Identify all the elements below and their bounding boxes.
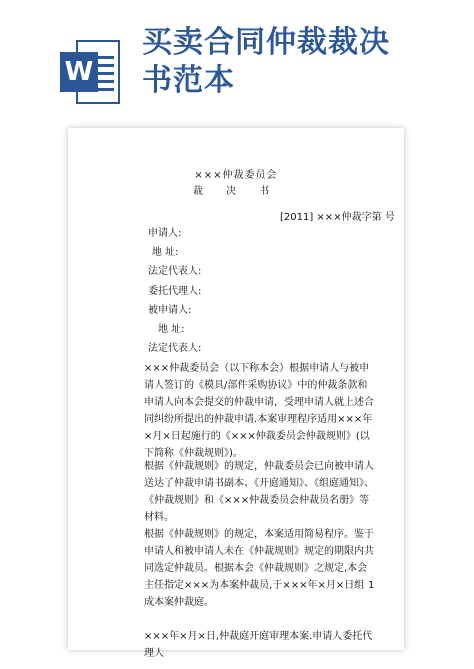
field-respondent-address: 地 址:: [158, 324, 185, 335]
word-document-icon: [60, 40, 120, 104]
title-line-2: 书范本: [142, 63, 235, 98]
page-number: 1: [368, 580, 375, 591]
field-applicant: 申请人:: [148, 228, 182, 239]
document-preview: [68, 128, 404, 659]
field-agent: 委托代理人:: [148, 286, 202, 297]
header: [0, 0, 474, 110]
case-number: [2011] ×××仲裁字第 号: [280, 212, 395, 223]
arbitration-commission-name: ×××仲裁委员会: [194, 170, 278, 181]
field-legal-rep: 法定代表人:: [148, 266, 202, 277]
field-address: 地 址:: [152, 247, 179, 258]
paragraph-1: ×××仲裁委员会（以下称本会）根据申请人与被申请人签订的《模具/部件采购协议》中的仲裁条款和申请人向本会提交的仲裁申请，受理申请人就上述合同纠纷所提出的仲裁申请.本案审理程序适用×××年×月×日起施行的《×××仲裁委员会仲裁规则》(以下简称《仲裁规则》)。: [144, 363, 374, 459]
paragraph-4: ×××年×月×日,仲裁庭开庭审理本案.申请人委托代理人: [144, 631, 373, 659]
document-type: 裁 决 书: [192, 186, 280, 197]
page-title: [142, 24, 462, 100]
paragraph-2: 根据《仲裁规则》的规定，仲裁委员会已向被申请人送达了仲裁申请书副本、《开庭通知》、《组庭通知》、《仲裁规则》和《×××仲裁委员会仲裁员名册》等材料。: [144, 461, 374, 523]
title-line-1: 买卖合同仲裁裁决: [142, 25, 390, 60]
word-badge: W: [60, 52, 98, 92]
paragraph-3: 根据《仲裁规则》的规定，本案适用简易程序。鉴于申请人和被申请人未在《仲裁规则》规定的期限内共同选定仲裁员。根据本会《仲裁规则》之规定,本会主任指定×××为本案仲裁员,于×××年×月×日组成本案仲裁庭。: [144, 529, 374, 608]
field-respondent: 被申请人:: [148, 305, 192, 316]
field-respondent-legal-rep: 法定代表人:: [148, 343, 202, 354]
